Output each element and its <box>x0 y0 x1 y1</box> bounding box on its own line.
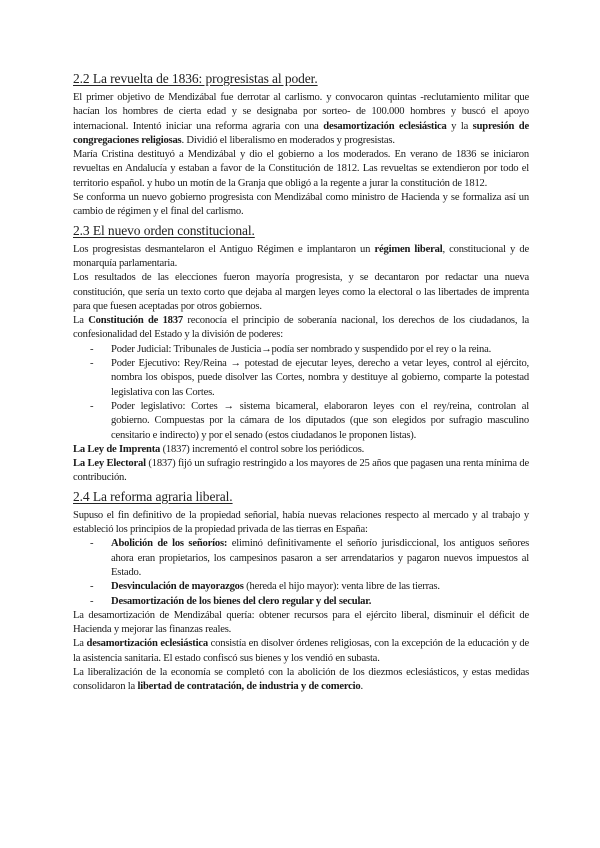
bold-term: régimen liberal <box>374 243 443 255</box>
paragraph-ley-electoral <box>73 457 529 486</box>
heading-revuelta-1836: 2.2 La revuelta de 1836: progresistas al poder. <box>73 71 318 86</box>
text-run: (1837) fijó un sufragio restringido a los mayores de 25 años que pagasen una renta mínima de contribución. <box>73 458 529 484</box>
text-run: (hereda el hijo mayor): venta libre de las tierras. <box>243 581 440 593</box>
text-run: eliminó definitivamente el señorío jurisdiccional, los antiguos señores ahora eran propietarios, los campesinos pasaron a ser arrendatarios y pagaron nuevos impuestos al Estado. <box>111 538 529 578</box>
paragraph-elecciones: Los resultados de las elecciones fueron mayoría progresista, y se decantaron por redactar una nueva constitución, que sería un texto corto que dejaba al margen leyes como la electoral o las libertades de imprenta para que fuesen aceptadas por otros gobiernos. <box>73 272 529 312</box>
paragraph-ley-imprenta <box>73 443 529 457</box>
list-item-poder-ejecutivo: - Poder Ejecutivo: Rey/Reina → potestad de ejecutar leyes, derecho a vetar leyes, control al ejército, nombra los obispos, puede disolver las Cortes, nombra y destituye al gobierno, comparte la potestad legislativa con las Cortes. <box>73 357 529 400</box>
text-run: reconocía el principio de soberanía nacional, los derechos de los ciudadanos, la confesionalidad del Estado y la división de poderes: <box>73 315 529 341</box>
bold-term: Constitución de 1837 <box>88 315 183 327</box>
bold-term: desamortización eclesiástica <box>86 638 208 650</box>
text-run: . Dividió el liberalismo en moderados y progresistas. <box>181 134 395 146</box>
bold-term: desamortización eclesiástica <box>323 120 447 132</box>
list-item-poder-legislativo: - Poder legislativo: Cortes → sistema bicameral, elaboraron leyes con el rey/reina, controlan al gobierno. Compuestas por la cámara de los diputados (que son elegidos por sufragio masculino censitario e indirecto) y por el senado (estos ciudadanos le proponen listas). <box>73 400 529 443</box>
list-item-abolicion-senorios <box>73 537 529 580</box>
paragraph-maria-cristina: María Cristina destituyó a Mendizábal y dio el gobierno a los moderados. En verano de 1836 se iniciaron revueltas en Andalucía y estaban a favor de la Constitución de 1812. Las revueltas se extendieron por todo el territorio español. y hubo un motín de la Granja que obligó a la regente a jurar la constitución de 1812. <box>73 149 529 189</box>
bold-term: Desvinculación de mayorazgos <box>111 581 244 593</box>
heading-reforma-agraria: 2.4 La reforma agraria liberal. <box>73 488 233 504</box>
text-run: y la <box>446 120 473 132</box>
text-run: La <box>73 315 89 327</box>
text-run: La <box>73 638 87 650</box>
text-run: El primer objetivo de Mendizábal fue derrotar al carlismo. y convocaron quintas -reclutamiento militar que hacían los hombres de cierta edad y se designaba por sorteo- de 100.000 hombres y buscó el apoyo internacional. Intentó iniciar una reforma agraria con una <box>73 92 529 132</box>
list-item-desamortizacion-clero <box>73 595 529 609</box>
paragraph-constitucion-1837 <box>73 314 529 343</box>
text-run: . <box>360 681 363 693</box>
poderes-list <box>73 343 529 443</box>
paragraph-objetivo-mendizabal <box>73 91 529 148</box>
paragraph-fin-propiedad-senorial: Supuso el fin definitivo de la propiedad señorial, había nuevas relaciones respecto al mercado y al trabajo y estableció los principios de la propiedad privada de las tierras en España: <box>73 509 529 536</box>
text-run: La liberalización de la economía se completó con la abolición de los diezmos eclesiásticos, y estas medidas consolidaron la <box>73 666 529 693</box>
text-run: consistía en disolver órdenes religiosas, con la excepción de la educación y de la asistencia sanitaria. El estado confiscó sus bienes y los vendió en subasta. <box>73 638 529 664</box>
paragraph-nuevo-gobierno: Se conforma un nuevo gobierno progresista con Mendizábal como ministro de Hacienda y se formaliza así un cambio de régimen y el final del carlismo. <box>73 192 529 218</box>
text-run: Los progresistas desmantelaron el Antiguo Régimen e implantaron un <box>73 243 375 255</box>
paragraph-desamortizacion-mendizabal: La desamortización de Mendizábal quería: obtener recursos para el ejército liberal, disminuir el déficit de Hacienda y mejorar las finanzas reales. <box>73 609 529 636</box>
bold-term: supresión de congregaciones religiosas <box>73 120 530 146</box>
heading-nuevo-orden: 2.3 El nuevo orden constitucional. <box>73 222 255 238</box>
document-page <box>73 70 529 695</box>
bold-term: La Ley Electoral <box>73 458 146 470</box>
list-item-poder-judicial: - Poder Judicial: Tribunales de Justicia→podía ser nombrado y suspendido por el rey o la reina. <box>73 343 529 357</box>
paragraph-progresistas <box>73 243 529 272</box>
reforma-list <box>73 537 529 608</box>
bold-term: libertad de contratación, de industria y de comercio <box>137 681 361 693</box>
list-item-mayorazgos <box>73 580 529 594</box>
paragraph-liberalizacion <box>73 666 529 695</box>
text-run: , constitucional y de monarquía parlamentaria. <box>73 243 529 269</box>
paragraph-desamortizacion-eclesiastica <box>73 637 529 666</box>
bold-term: Desamortización de los bienes del clero regular y del secular. <box>111 595 372 607</box>
text-run: (1837) incrementó el control sobre los periódicos. <box>160 443 365 455</box>
bold-term: Abolición de los señoríos: <box>111 538 228 550</box>
bold-term: La Ley de Imprenta <box>73 443 161 455</box>
